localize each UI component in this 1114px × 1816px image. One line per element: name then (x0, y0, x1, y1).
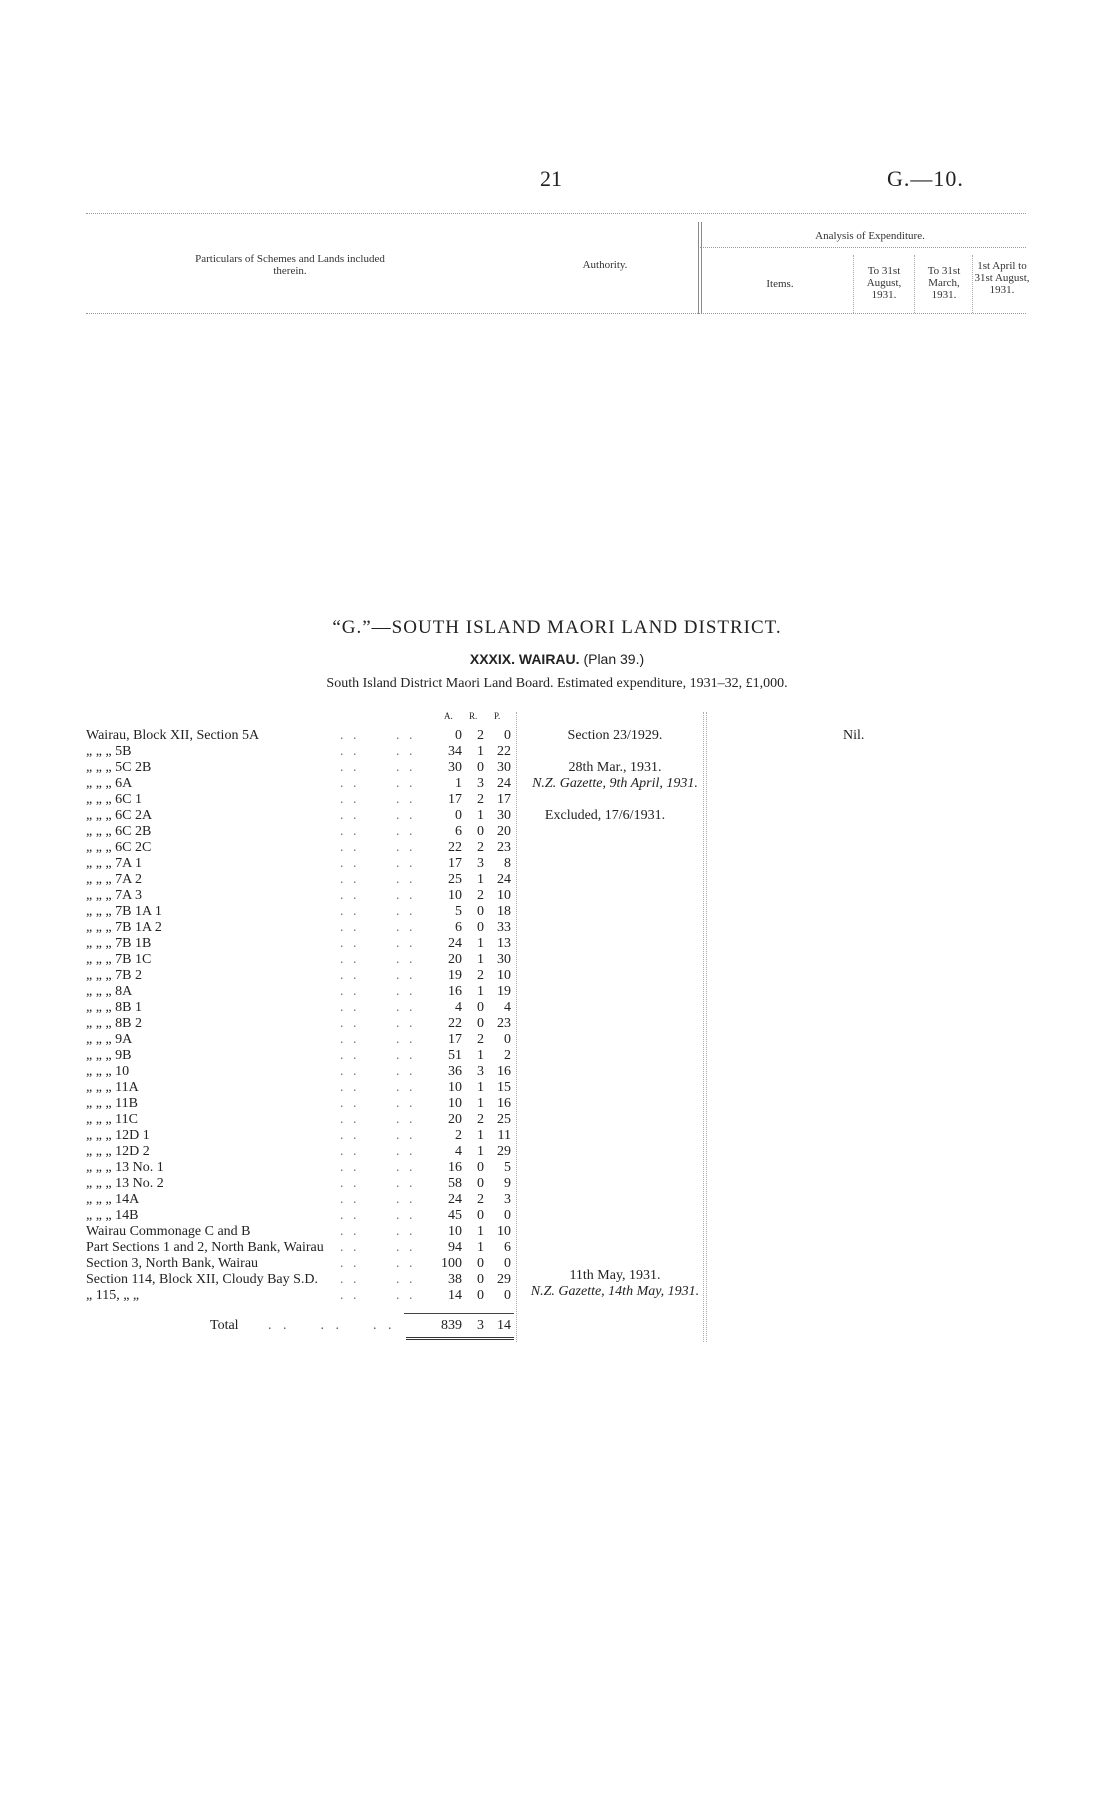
authority-entry: 28th Mar., 1931. (568, 760, 662, 775)
leader-dots: . . (340, 1176, 360, 1191)
row-roods: 0 (477, 1176, 484, 1191)
row-label: „ „ „ 6A (86, 776, 133, 791)
leader-dots: . . (340, 856, 360, 871)
leader-dots: . . (396, 1272, 416, 1287)
authority-entry: N.Z. Gazette, 14th May, 1931. (530, 1284, 700, 1299)
page-number: 21 (540, 166, 562, 191)
row-roods: 0 (477, 760, 484, 775)
row-perches: 33 (497, 920, 511, 935)
row-perches: 0 (504, 1288, 511, 1303)
row-roods: 2 (477, 888, 484, 903)
leader-dots: . . (396, 1288, 416, 1303)
table-row (0, 984, 1114, 1000)
row-perches: 9 (504, 1176, 511, 1191)
leader-dots: . . (340, 1224, 360, 1239)
row-roods: 1 (477, 952, 484, 967)
leader-dots: . . (340, 1288, 360, 1303)
leader-dots: . . (340, 936, 360, 951)
row-roods: 0 (477, 824, 484, 839)
row-acres: 4 (455, 1144, 462, 1159)
leader-dots: . . (396, 1096, 416, 1111)
row-label: „ „ „ 12D 1 (86, 1128, 150, 1143)
row-acres: 6 (455, 920, 462, 935)
leader-dots: . . (340, 1064, 360, 1079)
row-label: „ „ „ 8B 1 (86, 1000, 142, 1015)
row-acres: 58 (448, 1176, 462, 1191)
row-perches: 0 (504, 1032, 511, 1047)
total-roods: 3 (477, 1318, 484, 1333)
row-acres: 94 (448, 1240, 462, 1255)
row-acres: 10 (448, 1080, 462, 1095)
row-roods: 1 (477, 936, 484, 951)
leader-dots: . . (340, 872, 360, 887)
leader-dots: . . (340, 1192, 360, 1207)
row-perches: 5 (504, 1160, 511, 1175)
leader-dots: . . (340, 904, 360, 919)
row-label: „ „ „ 11B (86, 1096, 138, 1111)
leader-dots: . . (396, 1080, 416, 1095)
row-acres: 20 (448, 952, 462, 967)
row-roods: 1 (477, 744, 484, 759)
leader-dots: . . (340, 968, 360, 983)
row-label: Wairau Commonage C and B (86, 1224, 251, 1239)
row-perches: 0 (504, 1208, 511, 1223)
row-acres: 22 (448, 1016, 462, 1031)
leader-dots: . . (340, 1144, 360, 1159)
row-perches: 6 (504, 1240, 511, 1255)
row-acres: 6 (455, 824, 462, 839)
row-label: „ „ „ 13 No. 1 (86, 1160, 164, 1175)
leader-dots: . . (340, 792, 360, 807)
row-perches: 23 (497, 840, 511, 855)
row-perches: 24 (497, 872, 511, 887)
leader-dots: . . (396, 1144, 416, 1159)
total-label: Total (210, 1318, 239, 1333)
leader-dots: . . (396, 1000, 416, 1015)
table-row (0, 1176, 1114, 1192)
leader-dots: . . (340, 776, 360, 791)
leader-dots: . . (396, 792, 416, 807)
table-row (0, 1192, 1114, 1208)
row-perches: 23 (497, 1016, 511, 1031)
row-acres: 1 (455, 776, 462, 791)
row-roods: 1 (477, 1080, 484, 1095)
row-label: „ „ „ 7B 1A 2 (86, 920, 162, 935)
leader-dots: . . (396, 888, 416, 903)
table-row (0, 1096, 1114, 1112)
total-rule (404, 1313, 514, 1314)
row-label: „ „ „ 9B (86, 1048, 132, 1063)
leader-dots: . . (340, 1112, 360, 1127)
leader-dots: . . (340, 984, 360, 999)
row-acres: 17 (448, 1032, 462, 1047)
leader-dots: . . (396, 744, 416, 759)
table-row (0, 824, 1114, 840)
row-perches: 0 (504, 1256, 511, 1271)
row-perches: 11 (497, 1128, 511, 1143)
row-label: „ „ „ 13 No. 2 (86, 1176, 164, 1191)
to-31-mar-header: To 31st March, 1931. (927, 265, 961, 301)
row-label: Section 3, North Bank, Wairau (86, 1256, 259, 1271)
row-label: Wairau, Block XII, Section 5A (86, 728, 260, 743)
row-roods: 1 (477, 872, 484, 887)
leader-dots: . . (396, 1064, 416, 1079)
leader-dots: . . (396, 936, 416, 951)
authority-header: Authority. (582, 259, 628, 271)
row-roods: 1 (477, 1224, 484, 1239)
row-label: „ „ „ 7B 2 (86, 968, 142, 983)
district-title: “G.”—SOUTH ISLAND MAORI LAND DISTRICT. (332, 617, 782, 638)
row-acres: 25 (448, 872, 462, 887)
row-acres: 19 (448, 968, 462, 983)
total-acres: 839 (441, 1318, 462, 1333)
header-bottom-rule (86, 313, 1026, 314)
row-acres: 0 (455, 808, 462, 823)
row-roods: 0 (477, 1272, 484, 1287)
april-to-aug-header: 1st April to 31st August, 1931. (974, 260, 1030, 296)
row-acres: 24 (448, 936, 462, 951)
row-perches: 3 (504, 1192, 511, 1207)
row-perches: 15 (497, 1080, 511, 1095)
analysis-rule (700, 247, 1026, 248)
leader-dots: . . (396, 1112, 416, 1127)
row-perches: 30 (497, 760, 511, 775)
leader-dots: . . (396, 808, 416, 823)
table-row (0, 1000, 1114, 1016)
row-acres: 10 (448, 888, 462, 903)
leader-dots: . . (396, 1256, 416, 1271)
board-estimate-line: South Island District Maori Land Board. Estimated expenditure, 1931–32, £1,000. (326, 676, 788, 691)
leader-dots: . . (396, 760, 416, 775)
row-acres: 17 (448, 856, 462, 871)
row-roods: 0 (477, 920, 484, 935)
leader-dots: . . (340, 808, 360, 823)
leader-dots: . . (396, 1016, 416, 1031)
row-perches: 8 (504, 856, 511, 871)
leader-dots: . . (340, 744, 360, 759)
row-acres: 4 (455, 1000, 462, 1015)
table-row (0, 1048, 1114, 1064)
row-label: „ „ „ 7B 1C (86, 952, 152, 967)
row-roods: 2 (477, 840, 484, 855)
header-divider-4 (914, 255, 915, 313)
row-label: „ „ „ 8A (86, 984, 133, 999)
row-roods: 3 (477, 856, 484, 871)
leader-dots: . . (396, 1128, 416, 1143)
row-acres: 16 (448, 1160, 462, 1175)
row-acres: 2 (455, 1128, 462, 1143)
leader-dots: . . (340, 1256, 360, 1271)
header-divider (698, 222, 699, 314)
table-row (0, 888, 1114, 904)
row-label: „ „ „ 7A 1 (86, 856, 142, 871)
table-row (0, 1208, 1114, 1224)
leader-dots: . . (396, 1160, 416, 1175)
leader-dots: . . (340, 1128, 360, 1143)
row-roods: 1 (477, 1240, 484, 1255)
row-roods: 2 (477, 1112, 484, 1127)
row-roods: 2 (477, 792, 484, 807)
leader-dots: . . (340, 1048, 360, 1063)
row-roods: 0 (477, 1288, 484, 1303)
row-roods: 0 (477, 904, 484, 919)
row-roods: 1 (477, 1048, 484, 1063)
row-perches: 30 (497, 952, 511, 967)
particulars-header: Particulars of Schemes and Lands included therein. (195, 253, 385, 277)
leader-dots: . . (340, 1272, 360, 1287)
row-perches: 10 (497, 968, 511, 983)
table-row (0, 840, 1114, 856)
acres-header: A. (444, 711, 453, 721)
leader-dots: . . (396, 1208, 416, 1223)
row-label: „ „ „ 6C 2A (86, 808, 153, 823)
table-row (0, 1016, 1114, 1032)
leader-dots: . . (340, 1208, 360, 1223)
leader-dots: . . (340, 760, 360, 775)
row-roods: 2 (477, 1032, 484, 1047)
row-roods: 0 (477, 1208, 484, 1223)
row-roods: 0 (477, 1016, 484, 1031)
row-acres: 16 (448, 984, 462, 999)
row-perches: 16 (497, 1064, 511, 1079)
table-row (0, 1224, 1114, 1240)
total-double-rule (406, 1337, 514, 1340)
leader-dots: . . (396, 1048, 416, 1063)
row-roods: 3 (477, 1064, 484, 1079)
analysis-header: Analysis of Expenditure. (815, 230, 925, 242)
row-acres: 51 (448, 1048, 462, 1063)
row-roods: 0 (477, 1000, 484, 1015)
table-row (0, 1128, 1114, 1144)
table-row (0, 936, 1114, 952)
leader-dots: . . (340, 1016, 360, 1031)
scheme-heading (0, 651, 1114, 667)
row-acres: 14 (448, 1288, 462, 1303)
row-roods: 1 (477, 1128, 484, 1143)
row-label: „ 115, „ „ (86, 1288, 140, 1303)
row-label: „ „ „ 6C 2B (86, 824, 152, 839)
row-label: „ „ „ 6C 2C (86, 840, 152, 855)
row-perches: 2 (504, 1048, 511, 1063)
row-perches: 10 (497, 888, 511, 903)
row-label: „ „ „ 11C (86, 1112, 138, 1127)
total-perches: 14 (497, 1318, 511, 1333)
perches-header: P. (494, 711, 501, 721)
row-roods: 2 (477, 728, 484, 743)
leader-dots: . . (396, 1192, 416, 1207)
row-perches: 29 (497, 1144, 511, 1159)
row-perches: 13 (497, 936, 511, 951)
table-row (0, 872, 1114, 888)
row-roods: 1 (477, 1096, 484, 1111)
leader-dots: . . (340, 1240, 360, 1255)
row-perches: 18 (497, 904, 511, 919)
authority-entry: 11th May, 1931. (569, 1268, 661, 1283)
row-label: „ „ „ 9A (86, 1032, 133, 1047)
leader-dots: . . (340, 952, 360, 967)
row-label: „ „ „ 5C 2B (86, 760, 152, 775)
row-roods: 2 (477, 1192, 484, 1207)
table-row (0, 1032, 1114, 1048)
row-perches: 10 (497, 1224, 511, 1239)
leader-dots: . . (396, 1176, 416, 1191)
row-acres: 38 (448, 1272, 462, 1287)
row-acres: 30 (448, 760, 462, 775)
table-row (0, 1144, 1114, 1160)
row-label: „ „ „ 12D 2 (86, 1144, 150, 1159)
authority-entry: N.Z. Gazette, 9th April, 1931. (532, 776, 698, 791)
row-label: „ „ „ 7B 1B (86, 936, 152, 951)
row-label: „ „ „ 11A (86, 1080, 139, 1095)
leader-dots: . . (340, 1000, 360, 1015)
leader-dots: . . (396, 968, 416, 983)
table-row (0, 1080, 1114, 1096)
authority-entry: Section 23/1929. (567, 728, 663, 743)
table-row (0, 1240, 1114, 1256)
row-label: „ „ „ 7A 2 (86, 872, 142, 887)
row-roods: 0 (477, 1160, 484, 1175)
row-acres: 34 (448, 744, 462, 759)
row-roods: 1 (477, 984, 484, 999)
row-roods: 2 (477, 968, 484, 983)
leader-dots: . . (396, 1224, 416, 1239)
row-perches: 17 (497, 792, 511, 807)
row-roods: 3 (477, 776, 484, 791)
row-label: Part Sections 1 and 2, North Bank, Wairau (86, 1240, 324, 1255)
row-acres: 5 (455, 904, 462, 919)
table-row (0, 968, 1114, 984)
leader-dots: . . (396, 1240, 416, 1255)
leader-dots: . . (340, 728, 360, 743)
leader-dots: . . (340, 1096, 360, 1111)
row-roods: 0 (477, 1256, 484, 1271)
row-acres: 20 (448, 1112, 462, 1127)
header-divider-2 (701, 222, 702, 314)
row-perches: 24 (497, 776, 511, 791)
leader-dots: . . (396, 904, 416, 919)
row-acres: 24 (448, 1192, 462, 1207)
leader-dots: . . . . . . (268, 1318, 396, 1333)
leader-dots: . . (396, 872, 416, 887)
table-row (0, 792, 1114, 808)
expenditure-nil: Nil. (843, 728, 865, 743)
header-top-rule (86, 213, 1026, 214)
to-31-aug-header: To 31st August, 1931. (866, 265, 902, 301)
row-roods: 1 (477, 808, 484, 823)
row-label: „ „ „ 7A 3 (86, 888, 142, 903)
row-label: „ „ „ 8B 2 (86, 1016, 142, 1031)
leader-dots: . . (340, 1032, 360, 1047)
row-acres: 36 (448, 1064, 462, 1079)
row-acres: 100 (441, 1256, 462, 1271)
authority-entry: Excluded, 17/6/1931. (544, 808, 666, 823)
leader-dots: . . (396, 920, 416, 935)
leader-dots: . . (396, 840, 416, 855)
row-acres: 17 (448, 792, 462, 807)
leader-dots: . . (396, 856, 416, 871)
table-row (0, 856, 1114, 872)
leader-dots: . . (396, 952, 416, 967)
row-perches: 0 (504, 728, 511, 743)
total-row (0, 1318, 1114, 1334)
row-label: „ „ „ 7B 1A 1 (86, 904, 162, 919)
row-acres: 22 (448, 840, 462, 855)
row-perches: 29 (497, 1272, 511, 1287)
row-acres: 10 (448, 1224, 462, 1239)
leader-dots: . . (340, 1160, 360, 1175)
leader-dots: . . (396, 776, 416, 791)
leader-dots: . . (340, 840, 360, 855)
row-label: „ „ „ 5B (86, 744, 132, 759)
items-header: Items. (766, 278, 794, 290)
row-perches: 30 (497, 808, 511, 823)
leader-dots: . . (340, 1080, 360, 1095)
scheme-name: XXXIX. WAIRAU. (469, 651, 580, 667)
row-label: „ „ „ 14B (86, 1208, 139, 1223)
leader-dots: . . (340, 888, 360, 903)
row-perches: 19 (497, 984, 511, 999)
row-label: „ „ „ 14A (86, 1192, 140, 1207)
leader-dots: . . (396, 728, 416, 743)
table-row (0, 904, 1114, 920)
header-divider-3 (853, 255, 854, 313)
row-perches: 4 (504, 1000, 511, 1015)
row-perches: 20 (497, 824, 511, 839)
table-row (0, 744, 1114, 760)
table-row (0, 1064, 1114, 1080)
row-acres: 10 (448, 1096, 462, 1111)
table-row (0, 1160, 1114, 1176)
roods-header: R. (469, 711, 478, 721)
document-reference: G.—10. (887, 166, 964, 191)
row-label: „ „ „ 6C 1 (86, 792, 142, 807)
row-perches: 16 (497, 1096, 511, 1111)
leader-dots: . . (340, 920, 360, 935)
row-acres: 45 (448, 1208, 462, 1223)
leader-dots: . . (396, 984, 416, 999)
row-perches: 25 (497, 1112, 511, 1127)
leader-dots: . . (396, 824, 416, 839)
row-acres: 0 (455, 728, 462, 743)
row-perches: 22 (497, 744, 511, 759)
table-row (0, 952, 1114, 968)
leader-dots: . . (396, 1032, 416, 1047)
row-roods: 1 (477, 1144, 484, 1159)
leader-dots: . . (340, 824, 360, 839)
plan-reference: (Plan 39.) (583, 651, 645, 667)
header-divider-5 (972, 255, 973, 313)
row-label: „ „ „ 10 (86, 1064, 130, 1079)
table-row (0, 920, 1114, 936)
row-label: Section 114, Block XII, Cloudy Bay S.D. (86, 1272, 319, 1287)
table-row (0, 1112, 1114, 1128)
